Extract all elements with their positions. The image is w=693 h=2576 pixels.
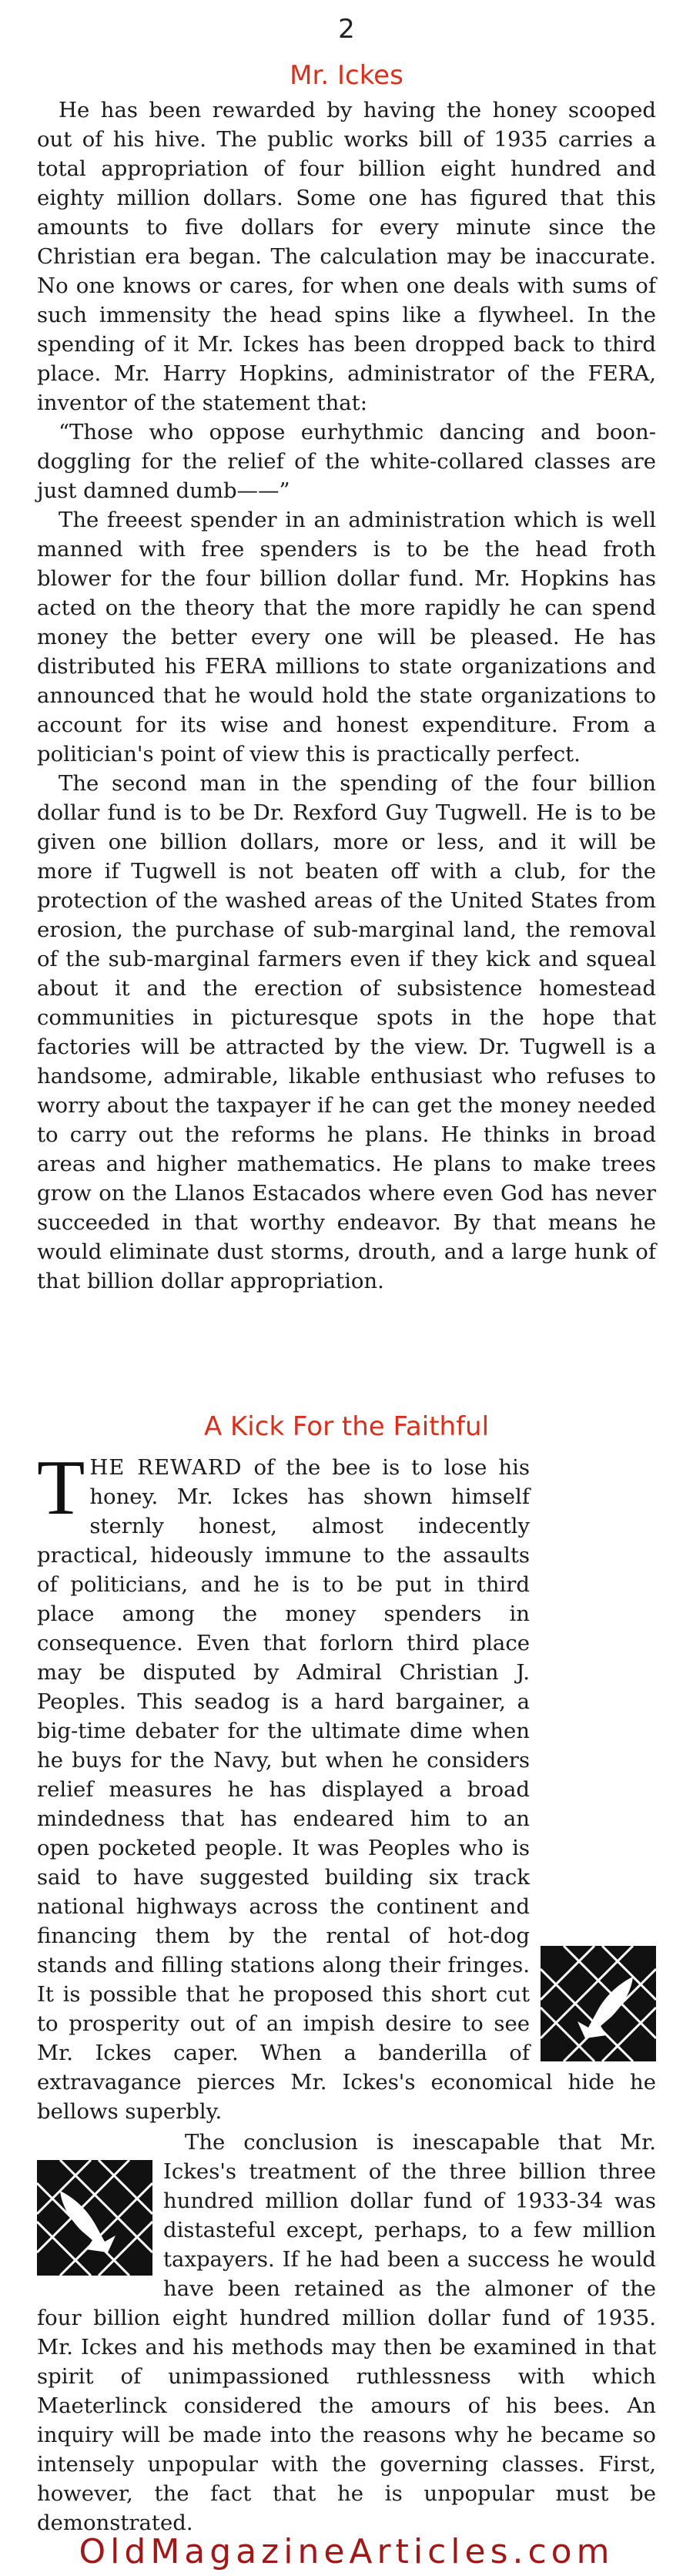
article-column-2 — [37, 1444, 656, 2537]
site-watermark: OldMagazineArticles.com — [79, 2532, 614, 2571]
lead-paragraph-text: of the bee is to lose his honey. Mr. Ickes has shown himself sternly honest, almost indecently practical, hideously immune to the assaults of politicians, and he is to be put in third place among the money spenders in consequence. Even that forlorn third place may be disputed by Admiral Christian J. Peoples. This seadog is a hard bargainer, a big-time debater for the ultimate dime when he buys for the Navy, but when he considers relief measures he has displayed a broad mindedness that has endeared him to an open pocketed people. It was Peoples who is said to have suggested building six track national highways across the continent and financing them by the rental of hot-dog stands and filling stations along their fringes. It is possible that he proposed this short cut to prosperity out of an impish desire to see Mr. Ickes caper. When a banderilla of extravagance pierces Mr. Ickes's economical hide he bellows superbly. — [37, 1455, 656, 2124]
paragraph: He has been rewarded by having the honey scooped out of his hive. The public works bill of 1935 carries a total appropriation of four billion eight hundred and eighty million dollars. Some one has figured that this amounts to five dollars for every minute since the Christian era began. The calculation may be inaccurate. No one knows or cares, for when one deals with sums of such immensity the head spins like a flywheel. In the spending of it Mr. Ickes has been dropped back to third place. Mr. Harry Hopkins, administrator of the FERA, inventor of the statement that: — [37, 98, 656, 415]
section-heading-mr-ickes: Mr. Ickes — [290, 60, 403, 91]
article-column-1 — [37, 96, 656, 1296]
paragraph: The second man in the spending of the four billion dollar fund is to be Dr. Rexford Guy Tugwell. He is to be given one billion dollars, more or less, and it will be more if Tugwell is not beaten off with a club, for the protection of the washed areas of the United States from erosion, the purchase of sub-marginal land, the removal of the sub-marginal farmers even if they kick and squeal about it and the erection of subsistence homestead communities in picturesque spots in the hope that factories will be attracted by the view. Dr. Tugwell is a handsome, admirable, likable enthusiast who refuses to worry about the taxpayer if he can get the money needed to carry out the reforms he plans. He thinks in broad areas and higher mathematics. He plans to make trees grow on the Llanos Estacados where even God has never succeeded in that worthy endeavor. By that means he would eliminate dust storms, drouth, and a large hunk of that billion dollar appropriation. — [37, 771, 656, 1293]
drop-cap: T — [37, 1444, 85, 1531]
bee-ornament-icon — [37, 2160, 152, 2276]
paragraph: The freeest spender in an administration which is well manned with free spenders is to be the head froth blower for the four billion dollar fund. Mr. Hopkins has acted on the theory that the more rapidly he can spend money the better every one will be pleased. He has distributed his FERA millions to state organizations and announced that he would hold the state organizations to account for its wise and honest expenditure. From a politician's point of view this is practically perfect. — [37, 508, 656, 766]
paragraph — [37, 2128, 656, 2537]
bee-ornament-icon — [541, 1946, 656, 2061]
section-heading-kick-for-faithful: A Kick For the Faithful — [203, 1411, 490, 1442]
paragraph-text: The conclusion is inescapable that Mr. Ickes's treatment of the three billion three hundred million dollar fund of 1933-34 was distasteful except, perhaps, to a few million taxpayers. If he had been a success he would have been retained as the almoner of the four billion eight hundred million dollar fund of 1935. Mr. Ickes and his methods may then be examined in that spirit of unimpassioned ruthlessness with which Maeterlinck considered the amours of his bees. An inquiry will be made into the reasons why he became so intensely unpopular with the governing classes. First, however, the fact that he is unpopular must be demonstrated. — [37, 2130, 656, 2535]
lead-paragraph — [37, 1444, 656, 2126]
page-number: 2 — [338, 14, 355, 45]
quote-paragraph: “Those who oppose eurhythmic dancing and boon-doggling for the relief of the white-collared classes are just damned dumb——” — [37, 420, 656, 503]
lead-smallcaps: HE REWARD — [89, 1455, 243, 1480]
